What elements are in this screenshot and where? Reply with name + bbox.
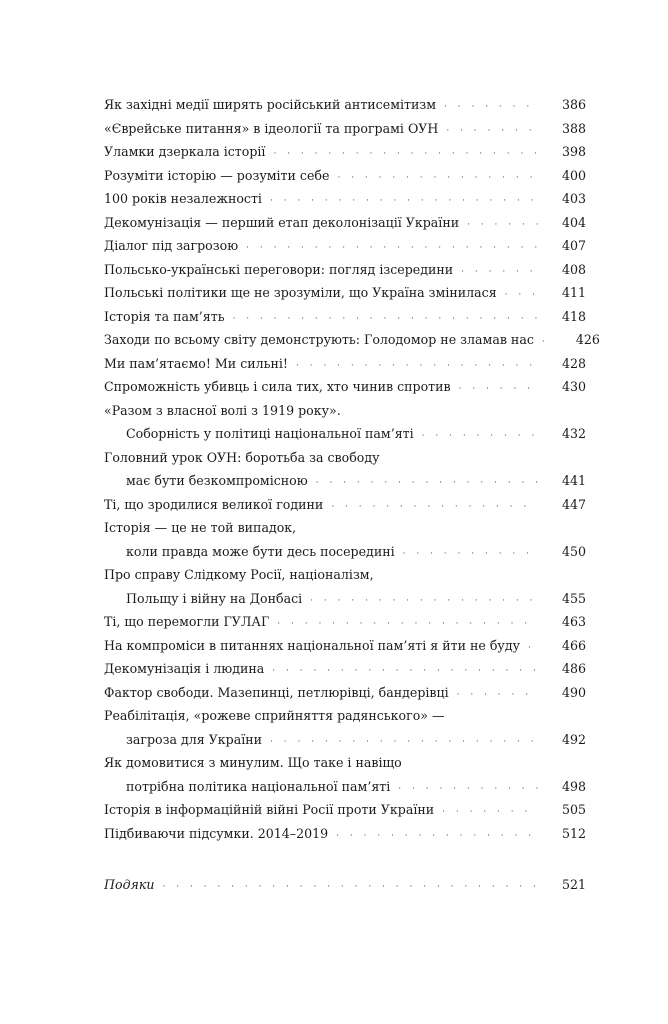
toc-line: [104, 328, 600, 352]
dot-leader: [336, 825, 538, 849]
toc-line: [104, 140, 586, 164]
toc-line: [104, 258, 586, 282]
toc-page-number: 428: [561, 355, 586, 371]
toc-page-number: 403: [561, 191, 586, 206]
toc-entry[interactable]: [104, 375, 586, 399]
toc-entry[interactable]: [104, 704, 586, 751]
toc-entry-title: Польсько-українські переговори: погляд ізсередини: [104, 261, 454, 277]
toc-page-number: 492: [561, 731, 586, 747]
toc-entry[interactable]: [104, 258, 586, 282]
toc-line: [104, 352, 586, 376]
toc-entry[interactable]: [104, 399, 586, 446]
toc-entry-title: Уламки дзеркала історії: [104, 144, 266, 159]
toc-page-number: 404: [561, 214, 586, 230]
toc-entry-title: 100 років незалежності: [104, 191, 262, 206]
toc-line: [104, 798, 586, 822]
toc-entry-acknowledgements[interactable]: [104, 873, 586, 897]
toc-line: [104, 634, 586, 658]
toc-entry-title: Історія та пам’ять: [104, 308, 225, 324]
toc-entry[interactable]: [104, 563, 586, 610]
toc-entry[interactable]: [104, 117, 586, 141]
toc-entry-title: Польські політики ще не зрозуміли, що Україна змінилася: [104, 285, 497, 300]
toc-entry[interactable]: [104, 328, 600, 352]
toc-entry-title: потрібна політика національної пам’яті: [126, 778, 391, 794]
toc-entry[interactable]: [104, 657, 586, 681]
toc-entry-title: Подяки: [104, 877, 155, 892]
toc-entry[interactable]: [104, 798, 586, 822]
toc-entry-title: Діалог під загрозою: [104, 238, 239, 253]
toc-line: [104, 587, 586, 611]
toc-page-number: 505: [561, 802, 586, 817]
toc-page-number: 407: [561, 238, 586, 253]
toc-page-number: 455: [561, 590, 586, 606]
toc-page-number: 386: [561, 97, 586, 112]
toc-line: [104, 469, 586, 493]
toc-page-number: 400: [561, 167, 586, 183]
toc-entry[interactable]: [104, 211, 586, 235]
toc-page-number: 441: [561, 473, 586, 488]
toc-page-number: 521: [561, 877, 586, 892]
toc-line: [104, 164, 586, 188]
toc-page-number: 450: [561, 543, 586, 559]
toc-line: [104, 822, 586, 846]
toc-entry[interactable]: [104, 140, 586, 164]
toc-entry-title: Розуміти історію — розуміти себе: [104, 167, 330, 183]
toc-line: [104, 516, 586, 540]
toc-page-number: 486: [561, 661, 586, 676]
toc-entry-title: Польщу і війну на Донбасі: [126, 590, 303, 606]
toc-page-number: 512: [561, 825, 586, 841]
toc-entry-title: загроза для України: [126, 731, 263, 747]
toc-entry-title: Заходи по всьому світу демонструють: Голодомор не зламав нас: [104, 332, 534, 347]
toc-entry-title: Декомунізація і людина: [104, 661, 265, 676]
toc-line: [104, 187, 586, 211]
toc-entry-title: Декомунізація — перший етап деколонізації України: [104, 214, 460, 230]
toc-line: [104, 704, 586, 728]
toc-page-number: 463: [561, 614, 586, 629]
toc-entry-title: Головний урок ОУН: боротьба за свободу: [104, 449, 380, 465]
toc-page-number: 418: [561, 308, 586, 324]
dot-leader: [163, 876, 538, 900]
toc-line: [104, 657, 586, 681]
toc-entry-title: Про справу Слідкому Росії, націоналізм,: [104, 567, 374, 582]
toc-entry[interactable]: [104, 493, 586, 517]
toc-page-number: 398: [561, 144, 586, 159]
toc-entry[interactable]: [104, 234, 586, 258]
toc-line: [104, 399, 586, 423]
toc-entry[interactable]: [104, 634, 586, 658]
toc-line: [104, 610, 586, 634]
toc-entry[interactable]: [104, 446, 586, 493]
toc-page-number: 447: [561, 496, 586, 512]
toc-entry-title: Реабілітація, «рожеве сприйняття радянського» —: [104, 708, 445, 723]
toc-entry-title: Соборність у політиці національної пам’яті: [126, 426, 414, 441]
toc-entry[interactable]: [104, 352, 586, 376]
toc-page-number: 388: [561, 120, 586, 136]
toc-page-number: 498: [561, 778, 586, 794]
table-of-contents: [104, 93, 600, 897]
toc-entry[interactable]: [104, 281, 586, 305]
toc-entry-title: Підбиваючи підсумки. 2014–2019: [104, 825, 329, 841]
toc-line: [104, 751, 586, 775]
toc-entry-title: «Єврейське питання» в ідеології та програмі ОУН: [104, 120, 439, 136]
toc-entry-title: Ті, що зродилися великої години: [104, 496, 324, 512]
toc-entry-title: Фактор свободи. Мазепинці, петлюрівці, бандерівці: [104, 684, 449, 700]
toc-line: [104, 775, 586, 799]
toc-line: [104, 234, 586, 258]
toc-entry-title: коли правда може бути десь посередині: [126, 543, 395, 559]
toc-entry[interactable]: [104, 305, 586, 329]
toc-entry[interactable]: [104, 187, 586, 211]
toc-entry[interactable]: [104, 164, 586, 188]
toc-entry-title: Спроможність убивць і сила тих, хто чинив спротив: [104, 379, 451, 394]
toc-page-number: 426: [575, 332, 600, 347]
toc-entry[interactable]: [104, 516, 586, 563]
toc-page-number: 411: [561, 285, 586, 300]
toc-line: [104, 681, 586, 705]
toc-spacer: [104, 845, 586, 873]
toc-line: [104, 446, 586, 470]
toc-entry-title: Історія в інформаційній війні Росії проти України: [104, 802, 435, 817]
toc-entry-title: «Разом з власної волі з 1919 року».: [104, 402, 341, 418]
toc-entry-title: Як домовитися з минулим. Що таке і навіщо: [104, 755, 402, 770]
toc-entry[interactable]: [104, 610, 586, 634]
toc-page-number: 432: [561, 426, 586, 441]
toc-line: [104, 375, 586, 399]
toc-page-number: 430: [561, 379, 586, 394]
toc-line: [104, 563, 586, 587]
toc-entry-title: Ті, що перемогли ГУЛАГ: [104, 614, 270, 629]
toc-entry[interactable]: [104, 681, 586, 705]
toc-line: [104, 93, 586, 117]
toc-page-number: 408: [561, 261, 586, 277]
toc-page-number: 490: [561, 684, 586, 700]
toc-line: [104, 728, 586, 752]
toc-line: [104, 211, 586, 235]
toc-entry-title: Ми пам’ятаємо! Ми сильні!: [104, 355, 288, 371]
toc-entry[interactable]: [104, 822, 586, 846]
toc-entry-title: Як західні медії ширять російський антисемітизм: [104, 97, 437, 112]
toc-page-number: 466: [561, 637, 586, 653]
toc-line: [104, 873, 586, 897]
toc-entry[interactable]: [104, 751, 586, 798]
toc-line: [104, 281, 586, 305]
toc-entry-title: Історія — це не той випадок,: [104, 520, 297, 535]
toc-entry-title: має бути безкомпромісною: [126, 473, 308, 488]
toc-line: [104, 117, 586, 141]
toc-entry-title: На компроміси в питаннях національної пам’яті я йти не буду: [104, 637, 520, 653]
toc-line: [104, 305, 586, 329]
toc-line: [104, 422, 586, 446]
toc-line: [104, 493, 586, 517]
toc-line: [104, 540, 586, 564]
toc-entry[interactable]: [104, 93, 586, 117]
